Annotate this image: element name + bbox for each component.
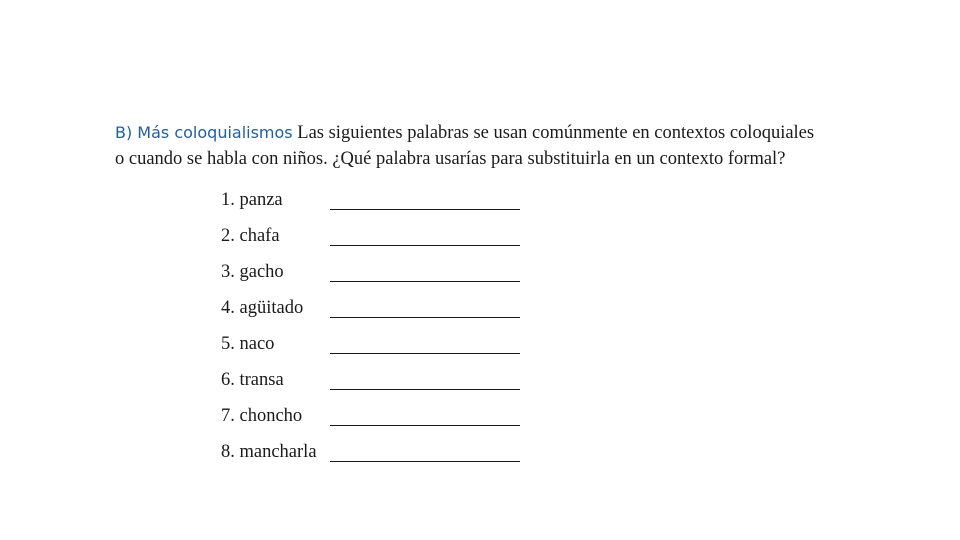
list-item [221, 294, 541, 330]
list-item [221, 258, 541, 294]
item-word: 6. transa [221, 370, 284, 390]
item-word: 7. choncho [221, 406, 303, 426]
list-item [221, 330, 541, 366]
item-word: 1. panza [221, 190, 283, 210]
list-item [221, 438, 541, 474]
answer-blank[interactable] [330, 425, 520, 426]
section-heading: B) Más coloquialismos [115, 122, 293, 142]
answer-blank[interactable] [330, 353, 520, 354]
answer-blank[interactable] [330, 389, 520, 390]
instructions-paragraph [115, 120, 815, 172]
answer-blank[interactable] [330, 317, 520, 318]
answer-blank[interactable] [330, 245, 520, 246]
instructions-text: Las siguientes palabras se usan comúnmente en contextos coloquiales o cuando se habla con niños. ¿Qué palabra usarías para substituirla en un contexto formal? [115, 122, 815, 169]
list-item [221, 402, 541, 438]
answer-blank[interactable] [330, 281, 520, 282]
answer-blank[interactable] [330, 209, 520, 210]
list-item [221, 222, 541, 258]
list-item [221, 366, 541, 402]
item-word: 4. agüitado [221, 298, 304, 318]
answer-blank[interactable] [330, 461, 520, 462]
item-word: 5. naco [221, 334, 275, 354]
vocabulary-list [221, 186, 541, 474]
list-item [221, 186, 541, 222]
item-word: 3. gacho [221, 262, 284, 282]
item-word: 2. chafa [221, 226, 280, 246]
item-word: 8. mancharla [221, 442, 317, 462]
